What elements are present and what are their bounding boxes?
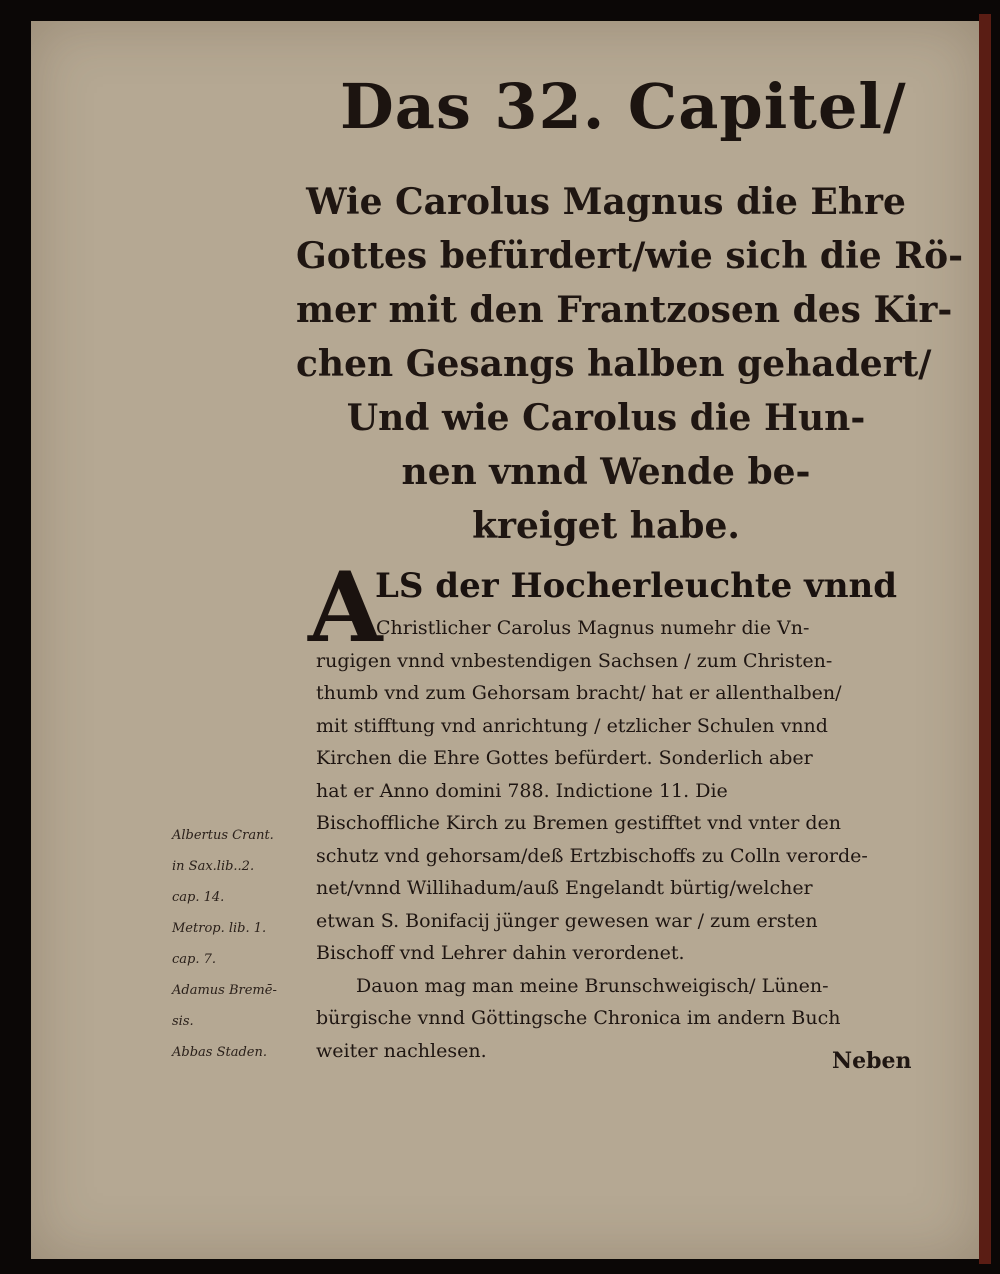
body-line: bürgische vnnd Göttingsche Chronica im andern Buch (316, 1007, 841, 1029)
body-line: hat er Anno domini 788. Indictione 11. Die (316, 779, 728, 802)
body-line: weiter nachlesen. (316, 1039, 487, 1062)
summary-line: Gottes befürdert/wie sich die Rö- (296, 235, 964, 277)
body-line: net/vnnd Willihadum/auß Engelandt bürtig/welcher (316, 877, 813, 899)
catchword: Neben (832, 1048, 912, 1074)
body-line: Bischoffliche Kirch zu Bremen gestifftet vnd vnter den (316, 812, 842, 834)
body-line: schutz vnd gehorsam/deß Ertzbischoffs zu Colln verorde- (316, 844, 868, 867)
margin-note: Albertus Crant. (172, 828, 274, 843)
summary-line: nen vnnd Wende be- (401, 451, 811, 493)
body-line: Bischoff vnd Lehrer dahin verordenet. (316, 942, 685, 964)
body-line: thumb vnd zum Gehorsam bracht/ hat er allenthalben/ (316, 682, 842, 704)
margin-notes (172, 820, 322, 1068)
page-edge (979, 14, 991, 1264)
body-line: Christlicher Carolus Magnus numehr die Vn- (376, 617, 810, 639)
body-line: mit stifftung vnd anrichtung / etzlicher Schulen vnnd (316, 714, 828, 737)
opening-line: LS der Hocherleuchte vnnd (375, 566, 898, 606)
margin-note: Metrop. lib. 1. (172, 921, 267, 936)
body-text (316, 612, 916, 1067)
body-line: rugigen vnnd vnbestendigen Sachsen / zum Christen- (316, 649, 833, 672)
body-line: etwan S. Bonifacij jünger gewesen war / zum ersten (316, 909, 818, 932)
margin-note: cap. 7. (172, 952, 217, 967)
margin-note: cap. 14. (172, 890, 225, 905)
chapter-summary (296, 175, 964, 553)
summary-line: kreiget habe. (472, 505, 740, 547)
margin-note: in Sax.lib..2. (172, 859, 255, 874)
margin-note: Adamus Bremē- (172, 983, 277, 998)
summary-line: Wie Carolus Magnus die Ehre (306, 181, 906, 223)
summary-line: mer mit den Frantzosen des Kir- (296, 289, 953, 331)
margin-note: Abbas Staden. (172, 1045, 267, 1060)
drop-cap-initial: A (308, 551, 383, 664)
body-line: Dauon mag man meine Brunschweigisch/ Lünen- (356, 974, 829, 997)
chapter-title: Das 32. Capitel/ (340, 70, 907, 143)
body-line: Kirchen die Ehre Gottes befürdert. Sonderlich aber (316, 747, 813, 769)
summary-line: Und wie Carolus die Hun- (346, 397, 866, 439)
margin-note: sis. (172, 1014, 194, 1029)
summary-line: chen Gesangs halben gehadert/ (296, 343, 932, 385)
